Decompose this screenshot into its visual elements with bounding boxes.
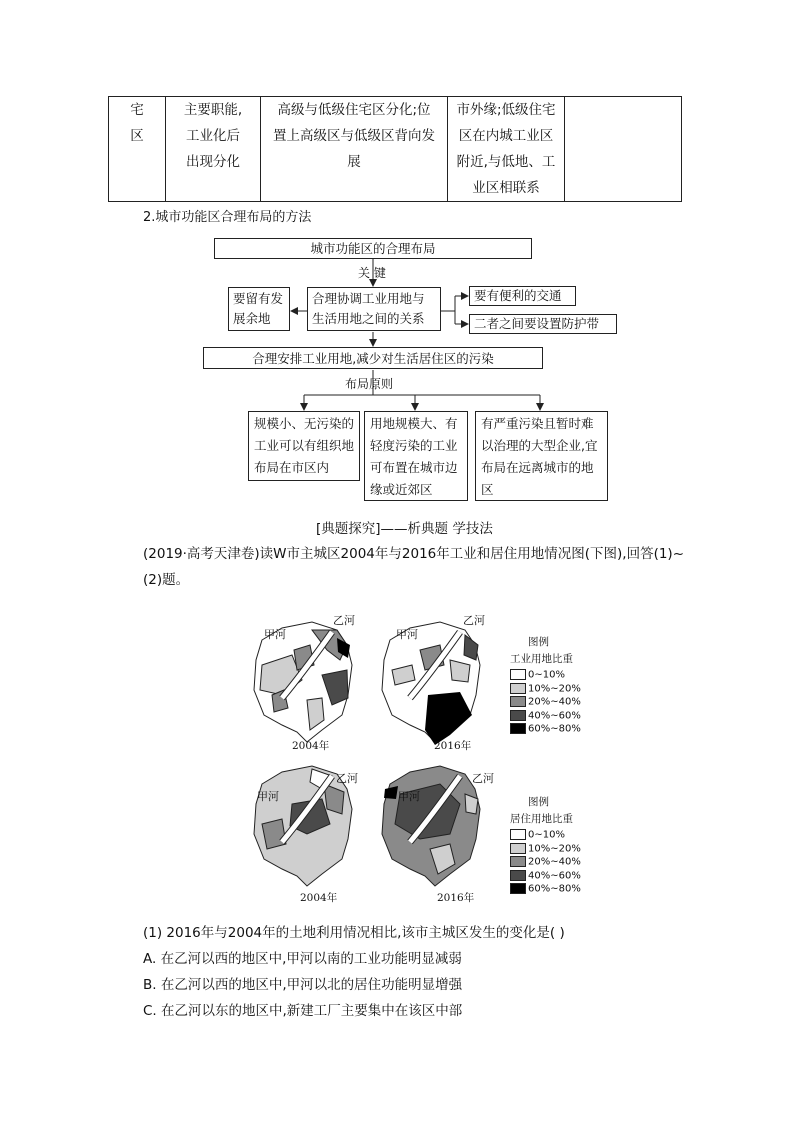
river-yi-label: 乙河: [463, 614, 485, 627]
principle-label: 布局原则: [345, 377, 394, 391]
table-cell: 主要职能, 工业化后 出现分化: [166, 97, 261, 202]
legend-item: 0~10%: [510, 829, 581, 841]
key-label: 关 键: [358, 266, 386, 280]
river-jia-label: 甲河: [257, 790, 279, 803]
intro-line-1: (2019·高考天津卷)读W市主城区2004年与2016年工业和居住用地情况图(下图),回答(1)~: [143, 546, 685, 562]
question-stem: (1) 2016年与2004年的土地利用情况相比,该市主城区发生的变化是( ): [143, 925, 565, 941]
legend-item: 0~10%: [510, 669, 581, 681]
legend-swatch: [510, 710, 526, 721]
section-heading: [典题探究]——析典题 学技法: [316, 521, 493, 537]
river-jia-label: 甲河: [396, 628, 418, 641]
intro-line-2: (2)题。: [143, 572, 190, 588]
option-a[interactable]: A. 在乙河以西的地区中,甲河以南的工业功能明显减弱: [143, 951, 462, 967]
option-c[interactable]: C. 在乙河以东的地区中,新建工厂主要集中在该区中部: [143, 1003, 463, 1019]
legend-item: 40%~60%: [510, 870, 581, 882]
legend-title: 图例: [528, 796, 549, 808]
river-yi-label: 乙河: [336, 772, 358, 785]
year-caption: 2016年: [437, 892, 475, 904]
legend-swatch: [510, 723, 526, 734]
flow-center-box: 合理协调工业用地与生活用地之间的关系: [307, 287, 441, 331]
legend-swatch: [510, 829, 526, 840]
legend-item: 10%~20%: [510, 843, 581, 855]
table-cell: 高级与低级住宅区分化;位 置上高级区与低级区背向发 展: [261, 97, 448, 202]
map-2016-residential: [382, 766, 480, 886]
legend-swatch: [510, 683, 526, 694]
flow-b2-box: 用地规模大、有轻度污染的工业可布置在城市边缘或近郊区: [364, 411, 468, 501]
river-jia-label: 甲河: [264, 628, 286, 641]
section-title: 2.城市功能区合理布局的方法: [143, 210, 312, 225]
year-caption: 2016年: [434, 740, 472, 752]
flow-right2-box: 二者之间要设置防护带: [469, 314, 617, 334]
legend-swatch: [510, 843, 526, 854]
flow-middle-box: 合理安排工业用地,减少对生活居住区的污染: [203, 347, 543, 369]
table-cell: 市外缘;低级住宅 区在内城工业区 附近,与低地、工 业区相联系: [448, 97, 565, 202]
legend-swatch: [510, 669, 526, 680]
legend-item: 60%~80%: [510, 723, 581, 735]
legend-item: 10%~20%: [510, 683, 581, 695]
legend-title: 图例: [528, 636, 549, 648]
river-jia-label: 甲河: [398, 790, 420, 803]
river-yi-label: 乙河: [472, 772, 494, 785]
flow-top-box: 城市功能区的合理布局: [214, 238, 532, 259]
legend-item: 40%~60%: [510, 710, 581, 722]
legend-item: 60%~80%: [510, 883, 581, 895]
flow-b3-box: 有严重污染且暂时难以治理的大型企业,宜布局在远离城市的地区: [475, 411, 608, 501]
table-cell: 宅 区: [109, 97, 166, 202]
flow-b1-box: 规模小、无污染的工业可以有组织地布局在市区内: [248, 411, 360, 481]
legend-subtitle: 居住用地比重: [510, 813, 573, 825]
legend-residential: [510, 794, 581, 895]
year-caption: 2004年: [300, 892, 338, 904]
legend-swatch: [510, 870, 526, 881]
legend-swatch: [510, 856, 526, 867]
legend-industrial: [510, 634, 581, 735]
legend-subtitle: 工业用地比重: [510, 653, 573, 665]
year-caption: 2004年: [292, 740, 330, 752]
legend-item: 20%~40%: [510, 856, 581, 868]
river-yi-label: 乙河: [333, 614, 355, 627]
legend-item: 20%~40%: [510, 696, 581, 708]
flow-left-box: 要留有发展余地: [228, 287, 290, 331]
legend-swatch: [510, 883, 526, 894]
option-b[interactable]: B. 在乙河以西的地区中,甲河以北的居住功能明显增强: [143, 977, 463, 993]
flow-right1-box: 要有便利的交通: [469, 286, 576, 306]
legend-swatch: [510, 696, 526, 707]
